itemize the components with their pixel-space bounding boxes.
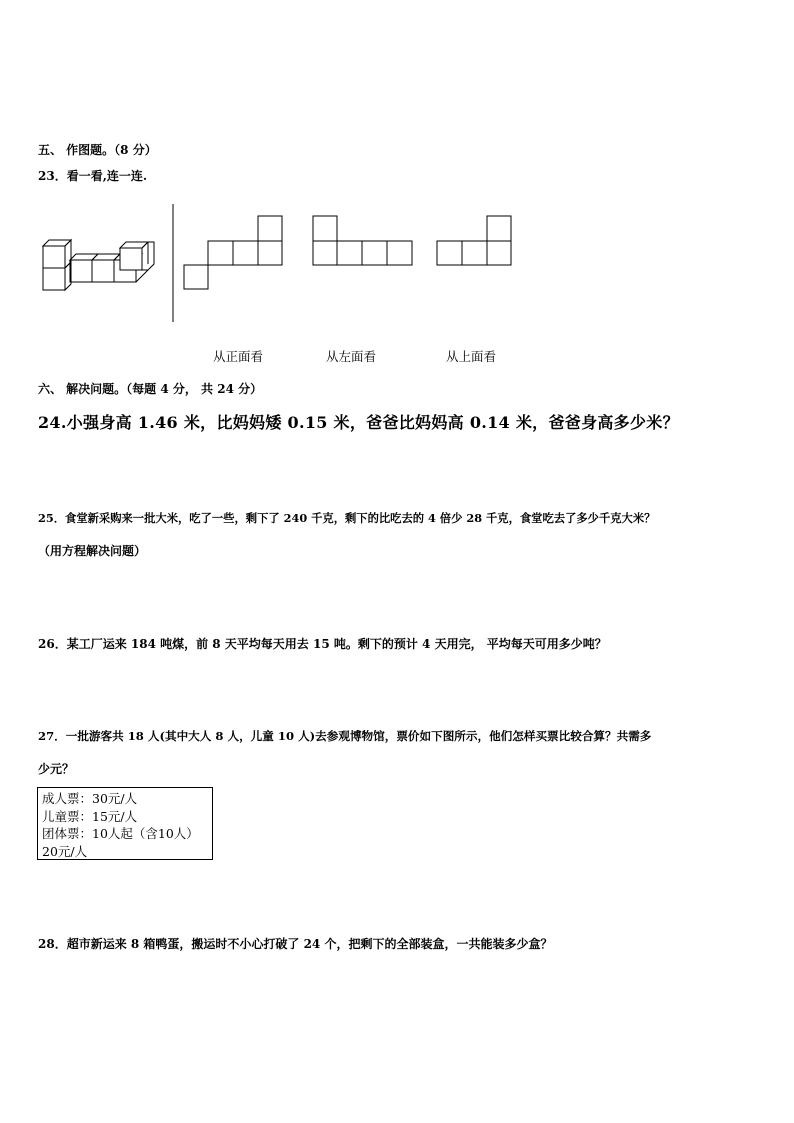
- view-label-front: 从正面看: [213, 349, 264, 364]
- view-b: [313, 216, 412, 265]
- price-group: 团体票：10人起（含10人）: [42, 826, 199, 841]
- cube-views-figure: [0, 0, 794, 400]
- question-25-line2: （用方程解决问题）: [38, 544, 147, 558]
- view-label-top: 从上面看: [446, 349, 497, 364]
- question-23: 23．看一看,连一连.: [38, 169, 148, 183]
- view-a: [184, 216, 282, 289]
- price-group-rate: 20元/人: [42, 843, 88, 859]
- section-6-title: 六、 解决问题。（每题 4 分， 共 24 分）: [38, 382, 263, 396]
- section-5-title: 五、 作图题。（8 分）: [38, 143, 157, 157]
- question-27-line1: 27．一批游客共 18 人(其中大人 8 人，儿童 10 人)去参观博物馆，票价如下图所示，他们怎样买票比较合算？共需多: [38, 729, 652, 743]
- price-child: 儿童票：15元/人: [42, 808, 138, 824]
- question-27-line2: 少元？: [38, 762, 75, 776]
- price-adult: 成人票：30元/人: [42, 791, 138, 806]
- ticket-price-box: [37, 787, 213, 860]
- question-28: 28．超市新运来 8 箱鸭蛋，搬运时不小心打破了 24 个，把剩下的全部装盒，一共能装多少盒？: [38, 937, 553, 951]
- view-c: [437, 216, 511, 265]
- question-25-line1: 25．食堂新采购来一批大米，吃了一些，剩下了 240 千克，剩下的比吃去的 4 倍少 28 千克，食堂吃去了多少千克大米？: [38, 511, 656, 525]
- question-26: 26．某工厂运来 184 吨煤，前 8 天平均每天用去 15 吨。剩下的预计 4 天用完， 平均每天可用多少吨？: [38, 637, 607, 651]
- question-24: 24.小强身高 1.46 米，比妈妈矮 0.15 米，爸爸比妈妈高 0.14 米，爸爸身高多少米？: [38, 413, 679, 432]
- view-label-left: 从左面看: [326, 349, 377, 364]
- cube-solid-figure: [43, 240, 154, 290]
